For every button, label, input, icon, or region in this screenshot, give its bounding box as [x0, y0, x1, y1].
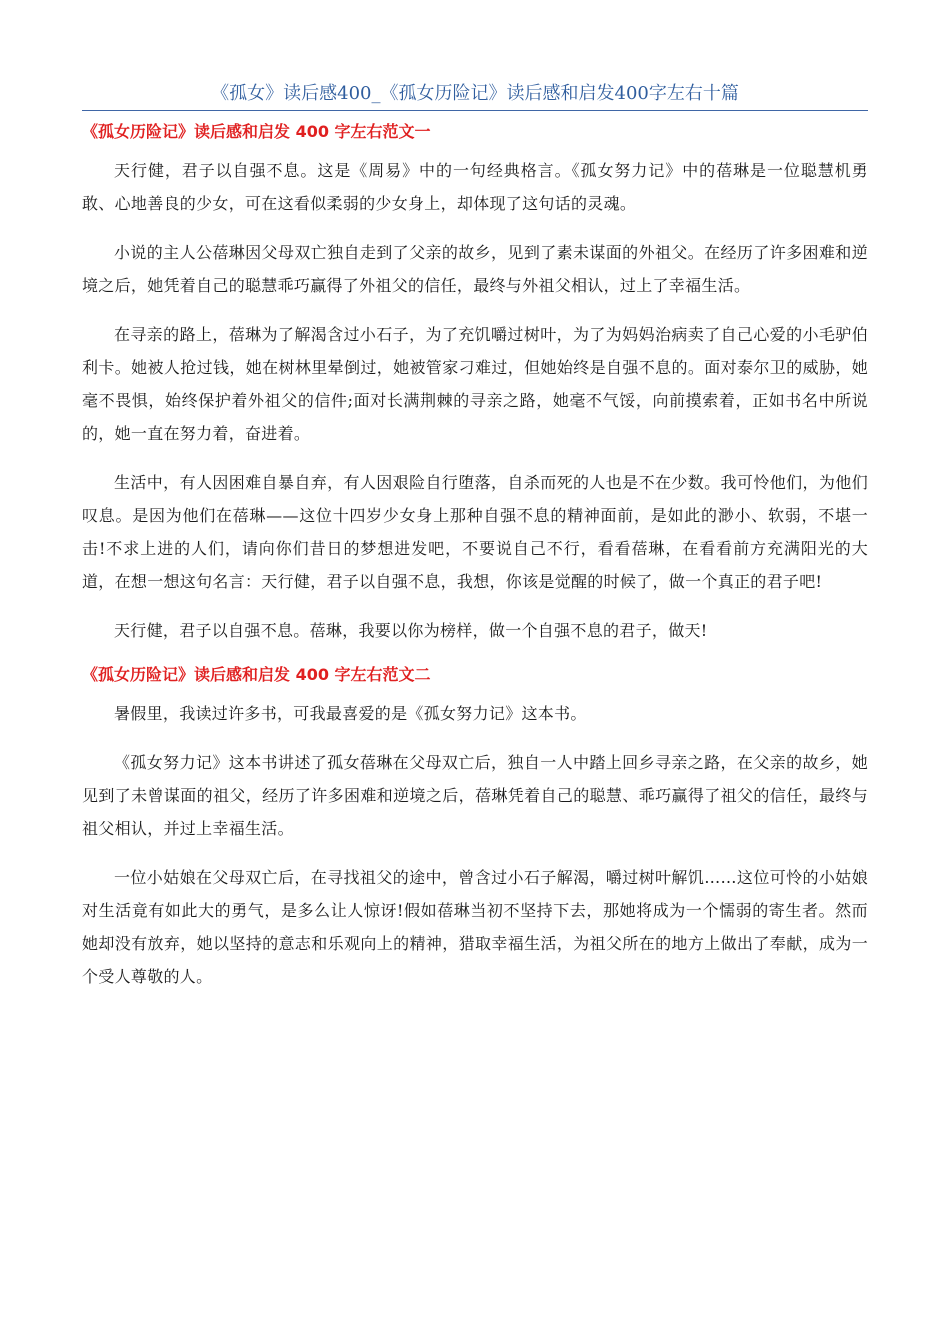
paragraph: 生活中，有人因困难自暴自弃，有人因艰险自行堕落，自杀而死的人也是不在少数。我可怜他们，为他们叹息。是因为他们在蓓琳——这位十四岁少女身上那种自强不息的精神面前，是如此的渺小、软弱，不堪一击!不求上进的人们，请向你们昔日的梦想进发吧，不要说自己不行，看看蓓琳，在看看前方充满阳光的大道，在想一想这句名言：天行健，君子以自强不息，我想，你该是觉醒的时候了，做一个真正的君子吧!: [82, 473, 868, 591]
paragraph: 天行健，君子以自强不息。蓓琳，我要以你为榜样，做一个自强不息的君子，做天!: [114, 621, 708, 640]
section-heading: 《孤女历险记》读后感和启发 400 字左右范文二: [82, 665, 431, 684]
document-header-title: 《孤女》读后感400_《孤女历险记》读后感和启发400字左右十篇: [82, 80, 868, 111]
paragraph: 一位小姑娘在父母双亡后，在寻找祖父的途中，曾含过小石子解渴，嚼过树叶解饥……这位可怜的小姑娘对生活竟有如此大的勇气，是多么让人惊讶!假如蓓琳当初不坚持下去，那她将成为一个懦弱的寄生者。然而她却没有放弃，她以坚持的意志和乐观向上的精神，猎取幸福生活，为祖父所在的地方上做出了奉献，成为一个受人尊敬的人。: [82, 868, 868, 986]
section-heading: 《孤女历险记》读后感和启发 400 字左右范文一: [82, 122, 431, 141]
document-body: [82, 120, 868, 1009]
paragraph: 小说的主人公蓓琳因父母双亡独自走到了父亲的故乡，见到了素未谋面的外祖父。在经历了许多困难和逆境之后，她凭着自己的聪慧乖巧赢得了外祖父的信任，最终与外祖父相认，过上了幸福生活。: [82, 243, 868, 295]
paragraph: 暑假里，我读过许多书，可我最喜爱的是《孤女努力记》这本书。: [114, 704, 587, 723]
essay-section-1: [82, 120, 868, 647]
paragraph: 《孤女努力记》这本书讲述了孤女蓓琳在父母双亡后，独自一人中踏上回乡寻亲之路，在父亲的故乡，她见到了未曾谋面的祖父，经历了许多困难和逆境之后，蓓琳凭着自己的聪慧、乖巧赢得了祖父的信任，最终与祖父相认，并过上幸福生活。: [82, 753, 868, 838]
essay-section-2: [82, 663, 868, 993]
paragraph: 天行健，君子以自强不息。这是《周易》中的一句经典格言。《孤女努力记》中的蓓琳是一位聪慧机勇敢、心地善良的少女，可在这看似柔弱的少女身上，却体现了这句话的灵魂。: [82, 161, 868, 213]
paragraph: 在寻亲的路上，蓓琳为了解渴含过小石子，为了充饥嚼过树叶，为了为妈妈治病卖了自己心爱的小毛驴伯利卡。她被人抢过钱，她在树林里晕倒过，她被管家刁难过，但她始终是自强不息的。面对泰尔卫的威胁，她毫不畏惧，始终保护着外祖父的信件;面对长满荆棘的寻亲之路，她毫不气馁，向前摸索着，正如书名中所说的，她一直在努力着，奋进着。: [82, 325, 868, 443]
